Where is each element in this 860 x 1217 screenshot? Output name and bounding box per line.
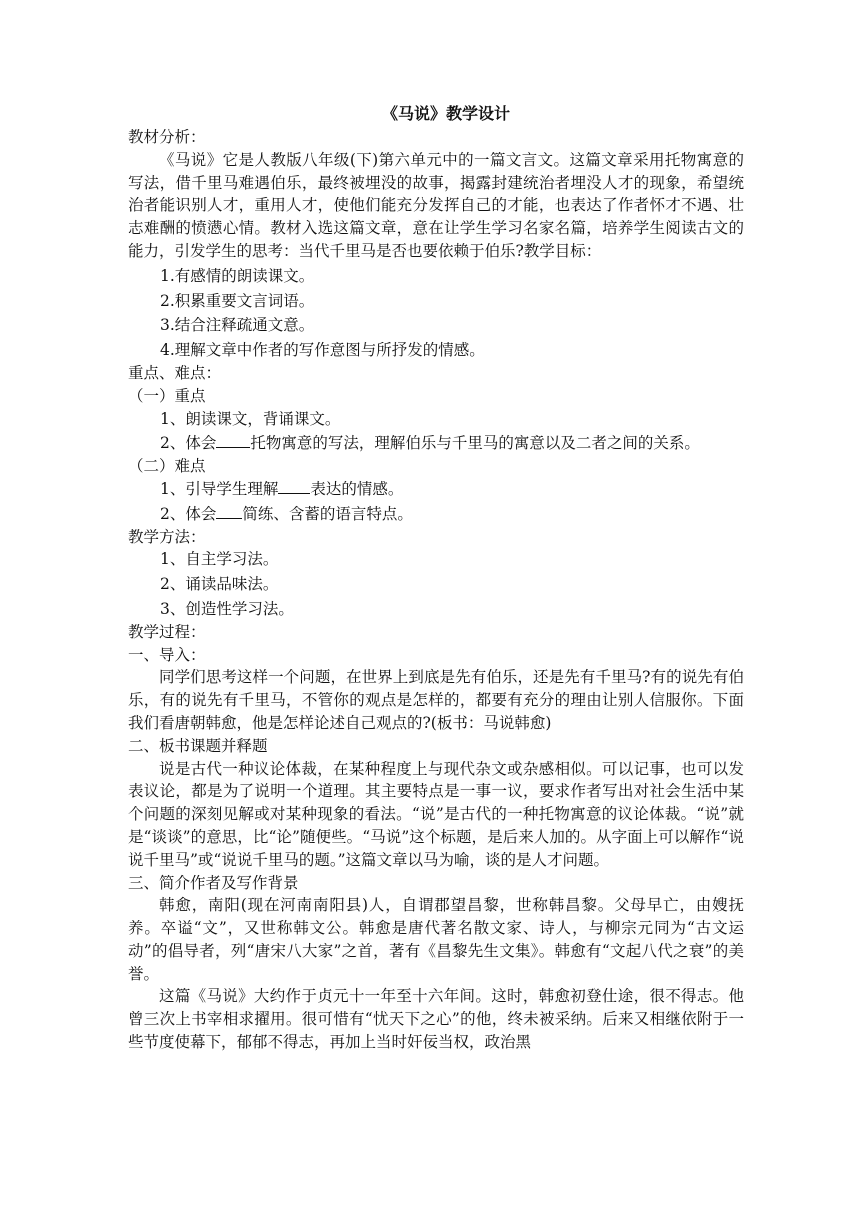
goal-item: 4.理解文章中作者的写作意图与所抒发的情感。 [160, 341, 485, 360]
difficulty-heading: （二）难点 [128, 457, 206, 476]
difficulty-item-2-pre: 2、体会 [160, 504, 217, 523]
analysis-paragraph: 《马说》它是人教版八年级(下)第六单元中的一篇文言文。这篇文章采用托物寓意的写法，借千里马难遇伯乐，最终被埋没的故事，揭露封建统治者埋没人才的现象，希望统治者能识别人才，重用人才，使他们能充分发挥自己的才能，也表达了作者怀才不遇、壮志难酬的愤懑心情。教材入选这篇文章，意在让学生学习名家名篇，培养学生阅读古文的能力，引发学生的思考：当代千里马是否也要依赖于伯乐?教学目标： [128, 150, 744, 260]
document-title: 《马说》教学设计 [381, 104, 510, 123]
author-paragraph: 韩愈，南阳(现在河南南阳县)人，自谓郡望昌黎，世称韩昌黎。父母早亡，由嫂抚养。卒谥“文”，又世称韩文公。韩愈是唐代著名散文家、诗人，与柳宗元同为“古文运动”的倡导者，列“唐宋八大家”之首，著有《昌黎先生文集》。韩愈有“文起八代之衰”的美誉。 [128, 896, 744, 983]
intro-paragraph: 同学们思考这样一个问题，在世界上到底是先有伯乐，还是先有千里马?有的说先有伯乐，有的说先有千里马，不管你的观点是怎样的，都要有充分的理由让别人信服你。下面我们看唐朝韩愈，他是怎样论述自己观点的?(板书：马说韩愈) [128, 668, 744, 732]
intro-heading: 一、导入： [128, 645, 206, 664]
method-item: 1、自主学习法。 [160, 550, 279, 569]
key-points-heading: 重点、难点： [128, 363, 222, 382]
methods-heading: 教学方法： [128, 527, 206, 546]
difficulty-item-1-pre: 1、引导学生理解 [160, 479, 279, 498]
background-paragraph: 这篇《马说》大约作于贞元十一年至十六年间。这时，韩愈初登仕途，很不得志。他曾三次上书宰相求擢用。很可惜有“忧天下之心”的他，终未被采纳。后来又相继依附于一些节度使幕下，郁郁不得志，再加上当时奸佞当权，政治黑 [128, 987, 744, 1052]
fill-in-blank [216, 504, 242, 519]
fill-in-blank [216, 433, 250, 448]
method-item: 3、创造性学习法。 [160, 599, 294, 618]
focus-item-2-pre: 2、体会 [160, 434, 217, 453]
goal-item: 2.积累重要文言词语。 [160, 291, 315, 310]
difficulty-item-1 [128, 478, 744, 501]
difficulty-item-1-post: 表达的情感。 [310, 479, 404, 498]
analysis-heading: 教材分析： [128, 128, 206, 146]
title-explain-heading: 二、板书课题并释题 [128, 736, 268, 755]
document-body [128, 102, 744, 1054]
goal-item: 1.有感情的朗读课文。 [160, 266, 315, 285]
process-heading: 教学过程： [128, 622, 206, 641]
focus-item-2-post: 托物寓意的写法，理解伯乐与千里马的寓意以及二者之间的关系。 [250, 434, 700, 453]
title-explain-paragraph: 说是古代一种议论体裁，在某种程度上与现代杂文或杂感相似。可以记事，也可以发表议论，都是为了说明一个道理。其主要特点是一事一议，要求作者写出对社会生活中某个问题的深刻见解或对某种现象的看法。“说”是古代的一种托物寓意的议论体裁。“说”就是“谈谈”的意思，比“论”随便些。“马说”这个标题，是后来人加的。从字面上可以解作“说说千里马”或“说说千里马的题。”这篇文章以马为喻，谈的是人才问题。 [128, 759, 744, 869]
author-heading: 三、简介作者及写作背景 [128, 873, 299, 892]
focus-heading: （一）重点 [128, 386, 206, 405]
difficulty-item-2 [128, 503, 744, 526]
method-item: 2、诵读品味法。 [160, 575, 279, 594]
focus-item-1: 1、朗读课文，背诵课文。 [160, 409, 341, 428]
goal-item: 3.结合注释疏通文意。 [160, 316, 315, 335]
fill-in-blank [278, 479, 310, 494]
focus-item-2 [128, 432, 744, 455]
difficulty-item-2-post: 简练、含蓄的语言特点。 [242, 504, 413, 523]
